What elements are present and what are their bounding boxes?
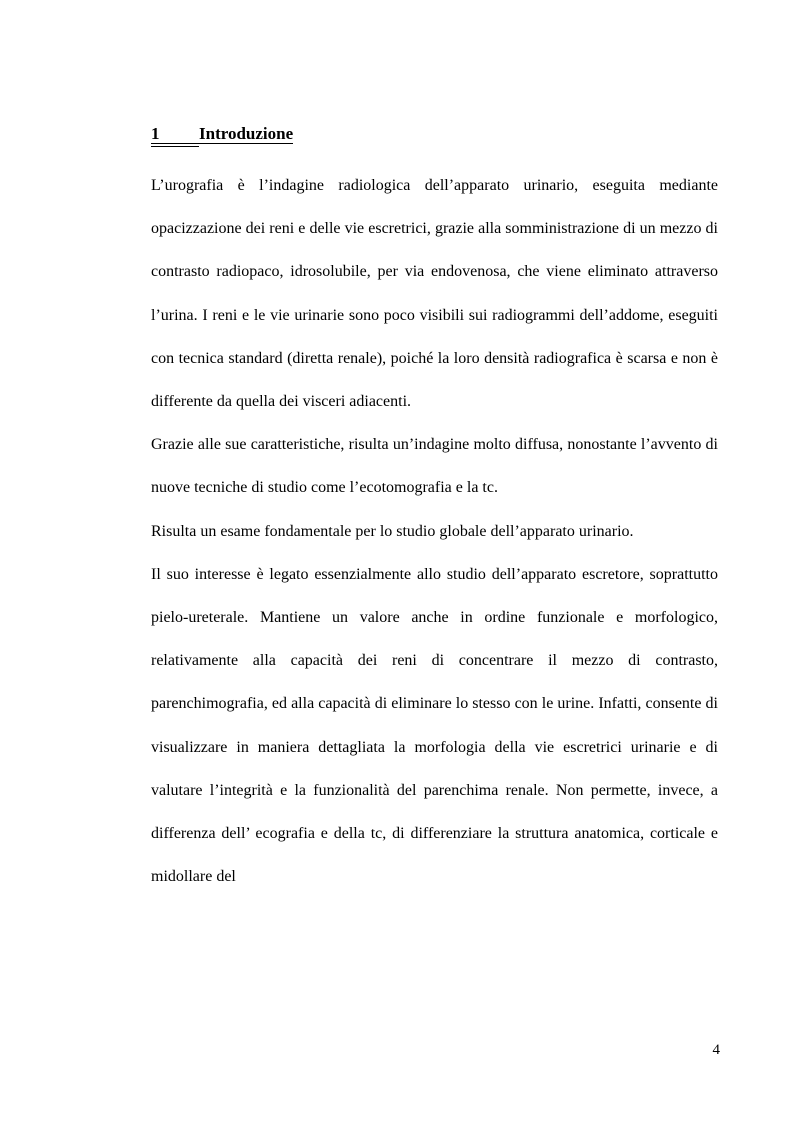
paragraph-urografia-definition: L’urografia è l’indagine radiologica dell’apparato urinario, eseguita mediante opacizzazione dei reni e delle vie escretrici, grazie alla somministrazione di un mezzo di contrasto radiopaco, idrosolubile, per via endovenosa, che viene eliminato attraverso l’urina. I reni e le vie urinarie sono poco visibili sui radiogrammi dell’addome, eseguiti con tecnica standard (diretta renale), poiché la loro densità radiografica è scarsa e non è differente da quella dei visceri adiacenti. [151,177,718,411]
paragraph-esame-fondamentale: Risulta un esame fondamentale per lo studio globale dell’apparato urinario. [151,522,634,540]
body-text [151,164,718,898]
section-heading [151,122,293,147]
paragraph-interesse: Il suo interesse è legato essenzialmente allo studio dell’apparato escretore, soprattutto pielo-ureterale. Mantiene un valore anche in ordine funzionale e morfologico, relativamente alla capacità dei reni di concentrare il mezzo di contrasto, parenchimografia, ed alla capacità di eliminare lo stesso con le urine. Infatti, consente di visualizzare in maniera dettagliata la morfologia della vie escretrici urinarie e di valutare l’integrità e la funzionalità del parenchima renale. Non permette, invece, a differenza dell’ ecografia e della tc, di differenziare la struttura anatomica, corticale e midollare del [151,565,718,886]
section-number: 1 [151,122,199,147]
page-number: 4 [712,1042,720,1058]
paragraph-caratteristiche: Grazie alle sue caratteristiche, risulta un’indagine molto diffusa, nonostante l’avvento di nuove tecniche di studio come l’ecotomografia e la tc. [151,436,718,497]
section-title: Introduzione [199,124,294,143]
